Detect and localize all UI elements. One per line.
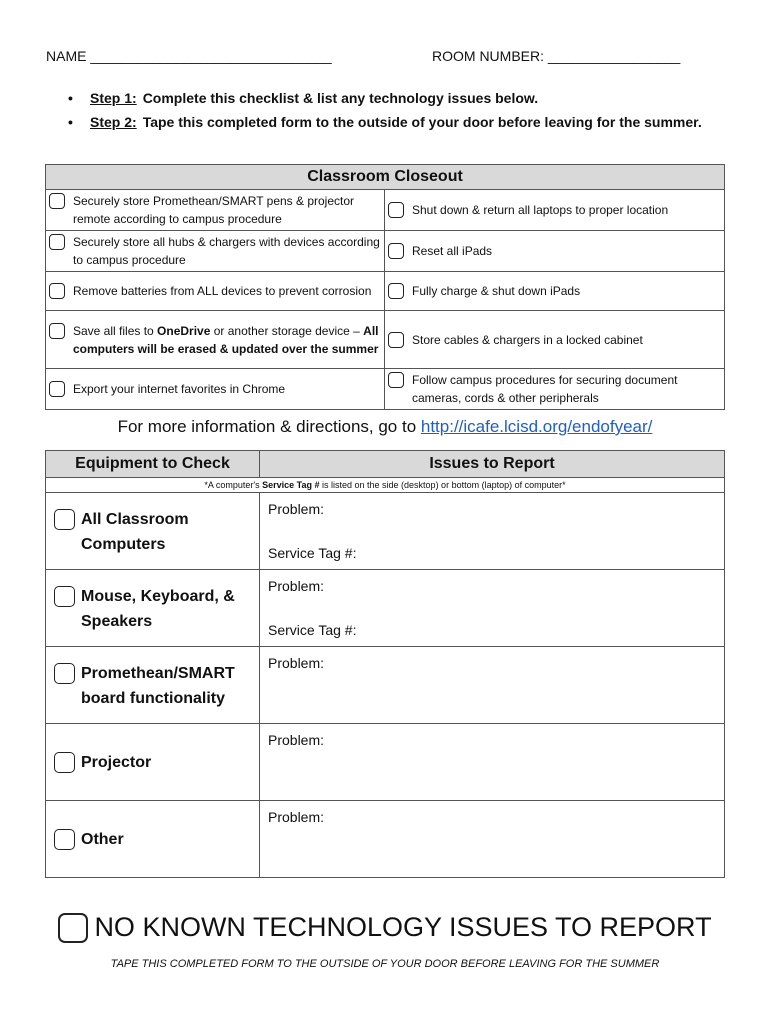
equipment-label: All Classroom Computers bbox=[81, 511, 189, 553]
equipment-item bbox=[54, 827, 124, 852]
checkbox-icon[interactable] bbox=[388, 202, 404, 218]
checkbox-icon[interactable] bbox=[54, 829, 75, 850]
checkbox-icon[interactable] bbox=[49, 193, 65, 209]
closeout-item-text: Shut down & return all laptops to proper location bbox=[412, 203, 669, 217]
equipment-item bbox=[54, 750, 151, 775]
equipment-column-header: Equipment to Check bbox=[46, 451, 260, 478]
service-tag-note bbox=[46, 478, 725, 493]
checkbox-icon[interactable] bbox=[388, 372, 404, 388]
checkbox-icon[interactable] bbox=[49, 381, 65, 397]
equipment-item bbox=[54, 507, 231, 557]
table-row bbox=[46, 724, 725, 801]
closeout-item bbox=[385, 240, 724, 262]
closeout-item bbox=[385, 280, 724, 302]
closeout-item bbox=[46, 231, 384, 271]
issue-field[interactable] bbox=[260, 801, 724, 877]
table-row bbox=[46, 801, 725, 878]
text-fragment: or another storage device – bbox=[210, 323, 364, 338]
no-issues-option bbox=[0, 912, 770, 943]
bullet-icon: • bbox=[68, 90, 73, 106]
issue-field[interactable] bbox=[260, 647, 724, 723]
problem-label: Problem: bbox=[268, 809, 325, 825]
problem-label: Problem: bbox=[268, 655, 325, 671]
checkbox-icon[interactable] bbox=[388, 283, 404, 299]
no-issues-text: NO KNOWN TECHNOLOGY ISSUES TO REPORT bbox=[94, 912, 712, 942]
closeout-item-text: Reset all iPads bbox=[412, 244, 493, 258]
step-2-label: Step 2: bbox=[90, 114, 137, 130]
issue-field[interactable] bbox=[260, 570, 724, 646]
equipment-label: Projector bbox=[81, 754, 152, 771]
classroom-closeout-table bbox=[45, 164, 725, 410]
step-1-text: Complete this checklist & list any technology issues below. bbox=[142, 90, 539, 106]
issue-field[interactable] bbox=[260, 724, 724, 800]
footer-instruction: TAPE THIS COMPLETED FORM TO THE OUTSIDE OF YOUR DOOR BEFORE LEAVING FOR THE SUMMER bbox=[110, 958, 660, 970]
closeout-item-text: Export your internet favorites in Chrome bbox=[73, 382, 286, 396]
checkbox-icon[interactable] bbox=[58, 913, 88, 943]
service-tag-label: Service Tag #: bbox=[268, 545, 357, 561]
checkbox-icon[interactable] bbox=[54, 663, 75, 684]
equipment-table bbox=[45, 450, 725, 878]
step-2 bbox=[68, 110, 718, 134]
checkbox-icon[interactable] bbox=[49, 234, 65, 250]
checkbox-icon[interactable] bbox=[49, 323, 65, 339]
table-row bbox=[46, 647, 725, 724]
closeout-title: Classroom Closeout bbox=[46, 165, 725, 190]
name-field-label[interactable]: NAME _______________________________ bbox=[46, 48, 332, 64]
closeout-item bbox=[46, 280, 384, 302]
issues-column-header: Issues to Report bbox=[260, 451, 725, 478]
step-1-label: Step 1: bbox=[90, 90, 137, 106]
more-info-line bbox=[0, 417, 770, 437]
checkbox-icon[interactable] bbox=[54, 509, 75, 530]
checkbox-icon[interactable] bbox=[54, 752, 75, 773]
onedrive-text: OneDrive bbox=[157, 323, 211, 338]
problem-label: Problem: bbox=[268, 501, 325, 517]
closeout-item bbox=[385, 329, 724, 351]
closeout-item-text: Securely store all hubs & chargers with devices according to campus procedure bbox=[73, 235, 380, 267]
erase-warning-text: All computers will be erased & updated over the summer bbox=[73, 323, 379, 356]
issue-field[interactable] bbox=[260, 493, 724, 569]
closeout-item-text: Remove batteries from ALL devices to prevent corrosion bbox=[73, 284, 372, 298]
checkbox-icon[interactable] bbox=[49, 283, 65, 299]
room-number-field-label[interactable]: ROOM NUMBER: _________________ bbox=[432, 48, 681, 64]
note-text: *A computer's bbox=[204, 480, 263, 490]
step-2-text: Tape this completed form to the outside of your door before leaving for the summer. bbox=[142, 114, 702, 130]
closeout-item bbox=[46, 190, 384, 230]
step-1 bbox=[68, 86, 718, 110]
problem-label: Problem: bbox=[268, 578, 325, 594]
bullet-icon: • bbox=[68, 114, 73, 130]
equipment-label: Mouse, Keyboard, & Speakers bbox=[81, 588, 235, 630]
closeout-item-text: Follow campus procedures for securing document cameras, cords & other peripherals bbox=[412, 373, 678, 405]
closeout-item-text: Fully charge & shut down iPads bbox=[412, 284, 581, 298]
service-tag-label: Service Tag #: bbox=[268, 622, 357, 638]
closeout-item bbox=[385, 369, 724, 409]
text-fragment: Save all files to bbox=[73, 323, 158, 338]
checkbox-icon[interactable] bbox=[388, 243, 404, 259]
equipment-label: Other bbox=[81, 831, 124, 848]
note-bold-text: Service Tag # bbox=[262, 480, 320, 490]
end-of-year-link[interactable]: http://icafe.lcisd.org/endofyear/ bbox=[420, 417, 653, 436]
closeout-item-text bbox=[73, 322, 381, 358]
table-row bbox=[46, 570, 725, 647]
problem-label: Problem: bbox=[268, 732, 325, 748]
note-text: is listed on the side (desktop) or bottom (laptop) of computer* bbox=[319, 480, 566, 490]
checkbox-icon[interactable] bbox=[388, 332, 404, 348]
equipment-item bbox=[54, 584, 261, 634]
checkbox-icon[interactable] bbox=[54, 586, 75, 607]
steps-list bbox=[68, 86, 718, 134]
closeout-item bbox=[46, 320, 384, 360]
more-info-text: For more information & directions, go to bbox=[117, 417, 421, 436]
table-row bbox=[46, 493, 725, 570]
equipment-item bbox=[54, 661, 256, 711]
closeout-item-text: Store cables & chargers in a locked cabinet bbox=[412, 332, 643, 347]
equipment-label: Promethean/SMART board functionality bbox=[81, 665, 235, 707]
closeout-item bbox=[46, 378, 384, 400]
closeout-item-text: Securely store Promethean/SMART pens & projector remote according to campus procedure bbox=[73, 194, 355, 226]
closeout-item bbox=[385, 199, 724, 221]
